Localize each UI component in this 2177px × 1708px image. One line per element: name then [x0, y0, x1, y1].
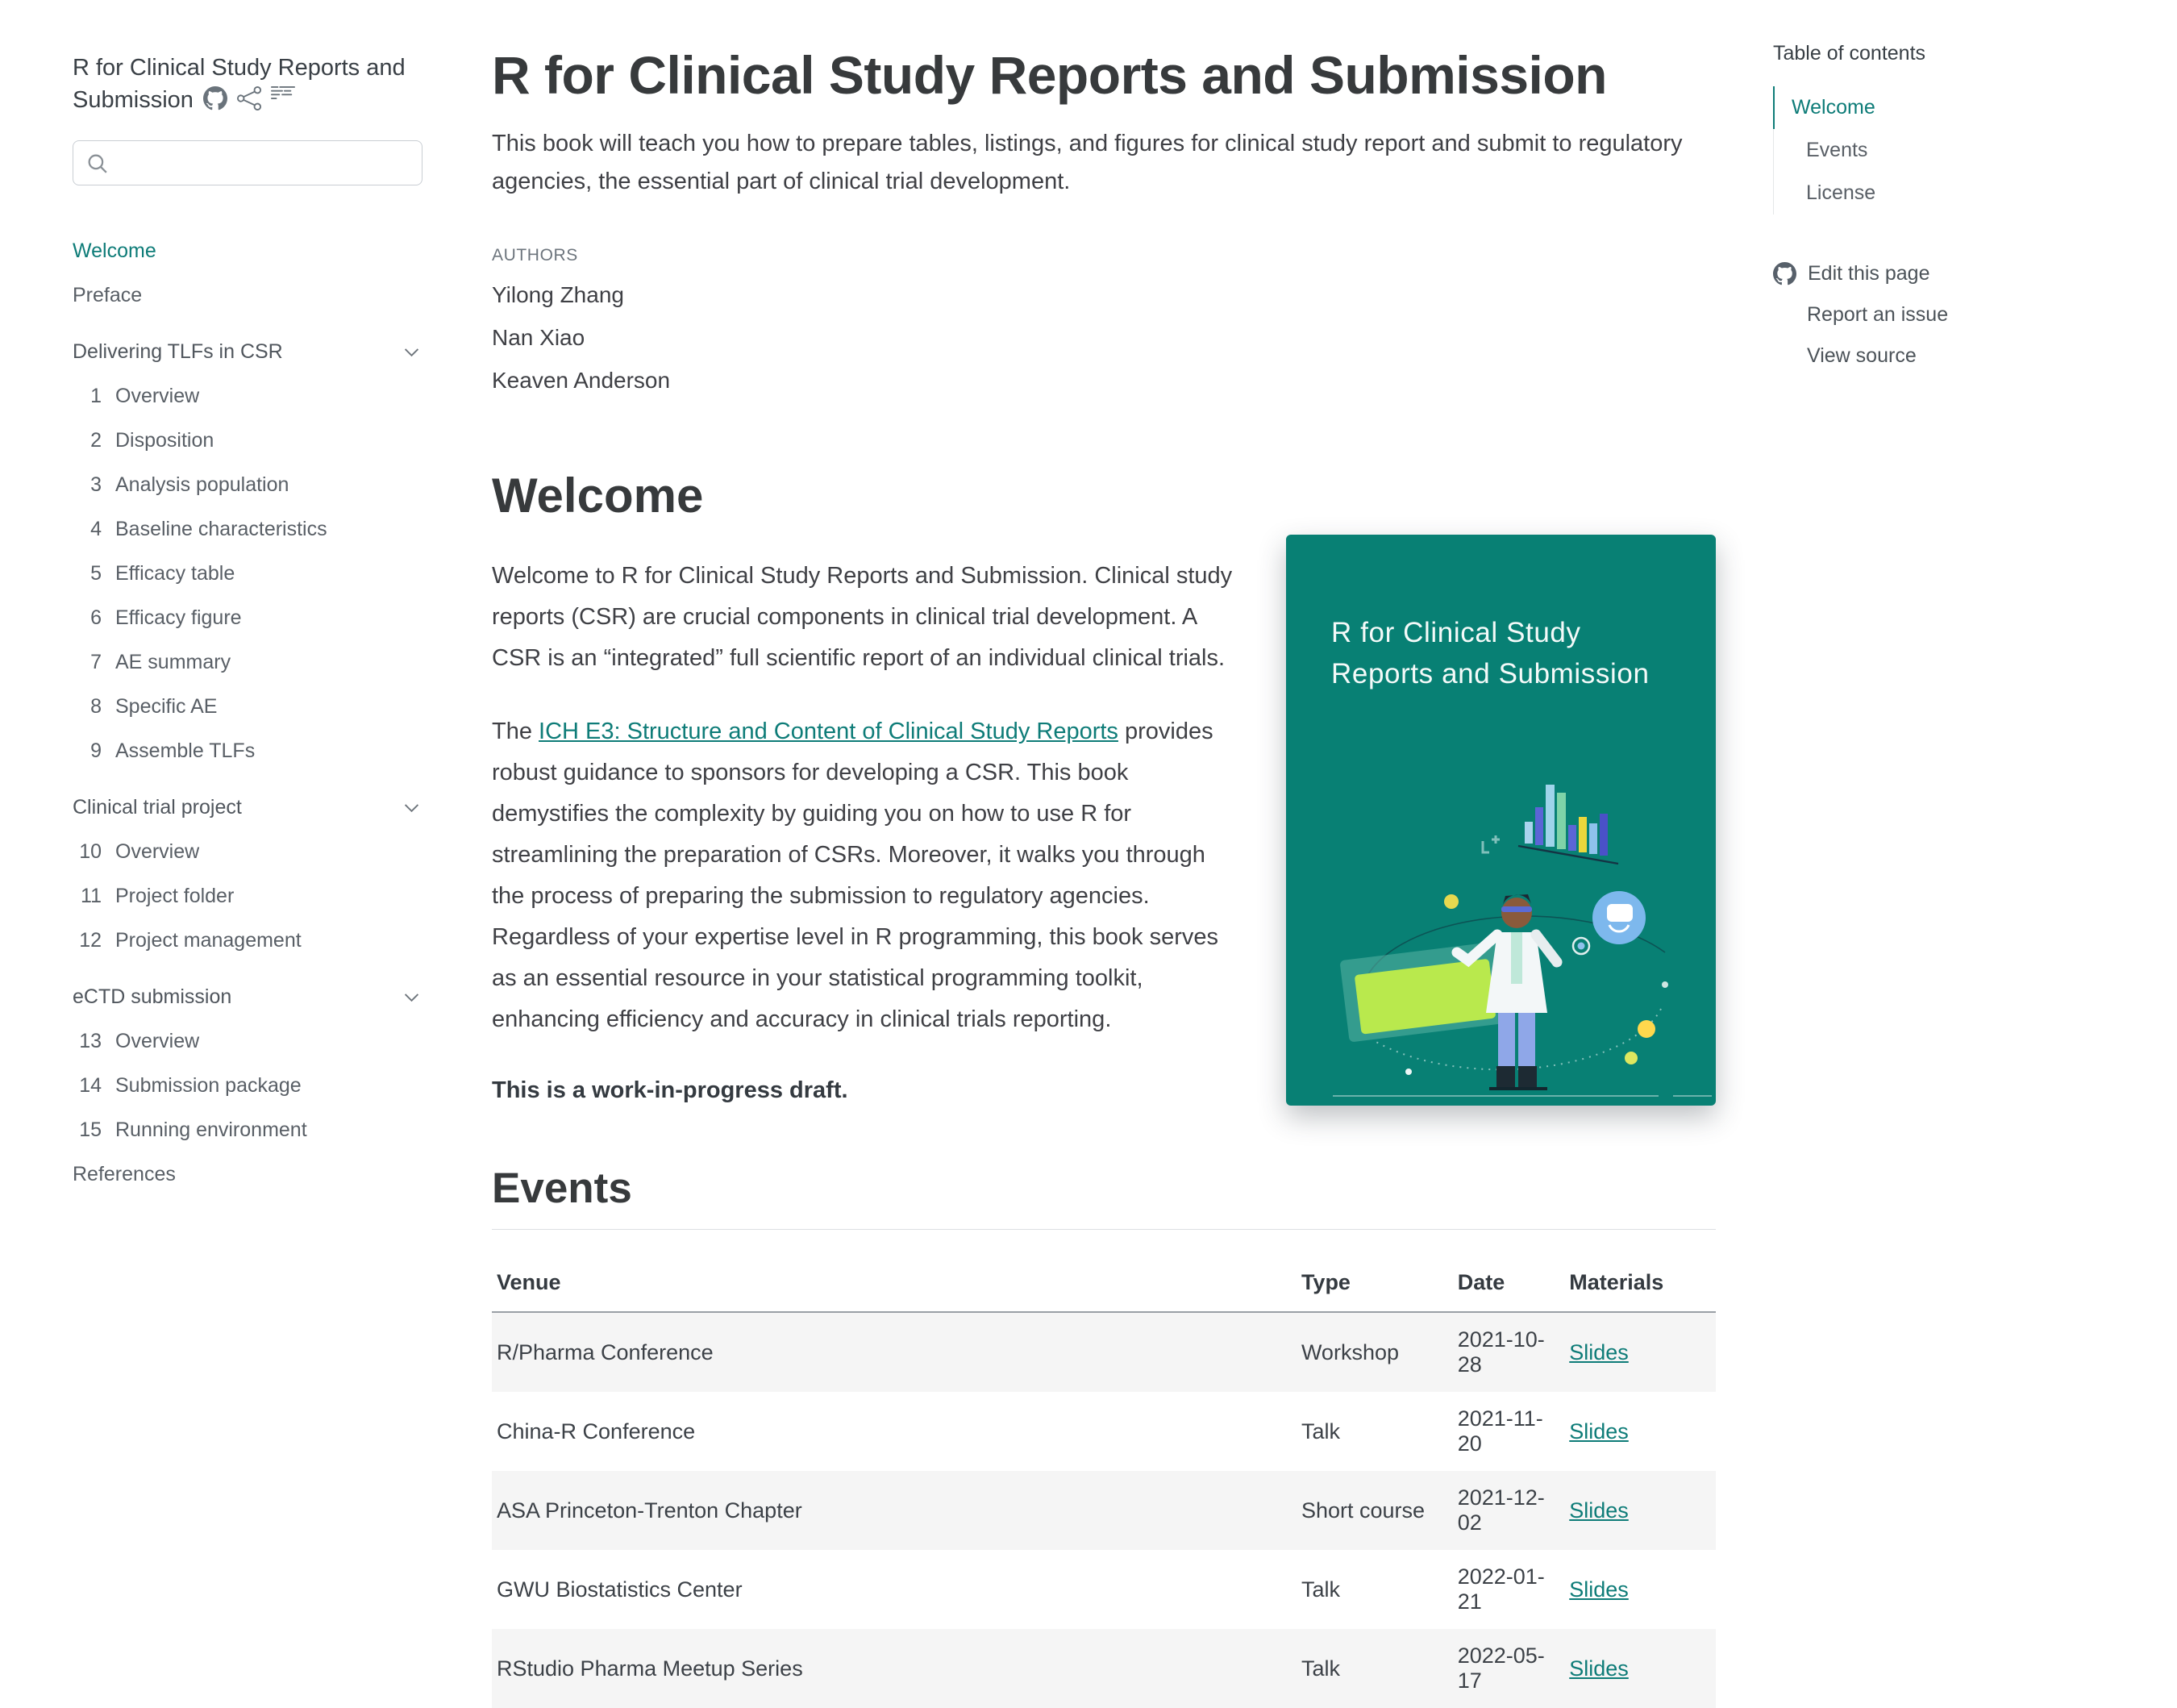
- search-icon: [86, 152, 109, 175]
- sidebar-section-clinical-trial-project[interactable]: [73, 785, 424, 830]
- chapter-number: 14: [79, 1074, 102, 1098]
- chapter-number: 5: [90, 562, 102, 585]
- column-header-venue: Venue: [492, 1257, 1297, 1312]
- toc-list: [1773, 86, 2096, 215]
- toc-sidebar: [1773, 42, 2096, 377]
- sidebar-book-title-text[interactable]: R for Clinical Study Reports and Submission: [73, 55, 406, 114]
- events-table-body: [492, 1312, 1716, 1708]
- welcome-paragraph-1: Welcome to R for Clinical Study Reports and Submission. Clinical study reports (CSR) are crucial components in clinical trial development. A CSR is an “integrated” full scientific report of an individual clinical trials.: [492, 563, 1233, 672]
- date-cell: 2021-11-20: [1457, 1406, 1543, 1456]
- github-icon: [1773, 262, 1796, 285]
- slides-link[interactable]: Slides: [1569, 1418, 1629, 1443]
- chevron-down-icon: [402, 798, 421, 817]
- draft-note: This is a work-in-progress draft.: [492, 1077, 848, 1104]
- sidebar-item-label: Efficacy table: [115, 562, 235, 585]
- sidebar-item-5-efficacy-table[interactable]: [73, 552, 424, 596]
- sidebar-section-label: eCTD submission: [73, 985, 232, 1009]
- sidebar-section-delivering-tlfs-in-csr[interactable]: [73, 330, 424, 374]
- sidebar-item-4-baseline-characteristics[interactable]: [73, 507, 424, 552]
- sidebar-item-label: Assemble TLFs: [115, 739, 256, 763]
- sidebar-item-label: Running environment: [115, 1119, 307, 1142]
- sidebar-item-1-overview[interactable]: [73, 374, 424, 419]
- welcome-paragraph-2: The ICH E3: Structure and Content of Clinical Study Reports provides robust guidance to sponsors for developing a CSR. This book demystifies the complexity by guiding you on how to use R for streamlining the preparation of CSRs. Moreover, it walks you through the process of preparing the submission to regulatory agencies. Regardless of your expertise level in R programming, this book serves as an essential resource in your statistical programming toolkit, enhancing efficiency and accuracy in clinical trials reporting.: [492, 719, 1219, 1033]
- sidebar-item-13-overview[interactable]: [73, 1019, 424, 1064]
- table-row: [492, 1629, 1716, 1708]
- sidebar-item-label: Submission package: [115, 1074, 302, 1098]
- chapter-number: 6: [90, 606, 102, 630]
- chapter-number: 8: [90, 695, 102, 719]
- cover-banner: [1339, 942, 1506, 1043]
- sidebar-item-11-project-folder[interactable]: [73, 874, 424, 919]
- share-icon[interactable]: [237, 86, 261, 119]
- toc-link-label: Edit this page: [1808, 262, 1930, 285]
- chapter-number: 3: [90, 473, 102, 497]
- github-icon[interactable]: [203, 86, 227, 119]
- sidebar-item-label: AE summary: [115, 651, 231, 674]
- sidebar-item-15-running-environment[interactable]: [73, 1108, 424, 1152]
- sidebar-item-9-assemble-tlfs[interactable]: [73, 729, 424, 773]
- venue-cell: China-R Conference: [497, 1418, 696, 1443]
- sidebar-item-welcome[interactable]: Welcome: [73, 240, 156, 263]
- toc-item-welcome[interactable]: Welcome: [1773, 86, 2096, 129]
- sidebar-item-label: Baseline characteristics: [115, 518, 327, 541]
- slides-link[interactable]: Slides: [1569, 1656, 1629, 1681]
- author-name: Keaven Anderson: [492, 368, 671, 394]
- ich-e3-link[interactable]: ICH E3: Structure and Content of Clinical Study Reports: [539, 719, 1118, 745]
- toc-link-view-source[interactable]: View source: [1807, 344, 1917, 367]
- date-cell: 2021-12-02: [1457, 1485, 1545, 1535]
- sidebar-item-label: Overview: [115, 1030, 200, 1053]
- book-cover-illustration: [1286, 751, 1716, 1106]
- sidebar-nav: [73, 229, 424, 1197]
- sidebar-item-label: Project management: [115, 929, 302, 952]
- events-table-header: [492, 1257, 1716, 1312]
- search-input[interactable]: [119, 144, 412, 181]
- chapter-number: 9: [90, 739, 102, 763]
- chapter-number: 4: [90, 518, 102, 541]
- search-box: [73, 140, 422, 185]
- sidebar: [73, 52, 424, 1197]
- sidebar-item-label: Specific AE: [115, 695, 218, 719]
- chapter-number: 13: [79, 1030, 102, 1053]
- toc-links: [1773, 253, 2096, 377]
- chapter-number: 11: [81, 885, 102, 908]
- chapter-number: 12: [79, 929, 102, 952]
- date-cell: 2022-01-21: [1457, 1564, 1545, 1614]
- slides-link[interactable]: Slides: [1569, 1577, 1629, 1602]
- book-cover-title: R for Clinical Study Reports and Submission: [1331, 617, 1650, 690]
- authors-block: [492, 246, 1716, 394]
- sidebar-section-ectd-submission[interactable]: [73, 975, 424, 1019]
- type-cell: Talk: [1301, 1656, 1340, 1681]
- sidebar-item-label: Analysis population: [115, 473, 289, 497]
- author-name: Nan Xiao: [492, 325, 585, 351]
- chevron-down-icon: [402, 343, 421, 361]
- table-row: [492, 1471, 1716, 1550]
- sidebar-item-preface[interactable]: Preface: [73, 284, 143, 307]
- sidebar-item-label: Project folder: [115, 885, 235, 908]
- table-row: [492, 1550, 1716, 1629]
- slides-link[interactable]: Slides: [1569, 1498, 1629, 1523]
- date-cell: 2021-10-28: [1457, 1327, 1545, 1377]
- materials-cell: [1564, 1550, 1716, 1629]
- sidebar-item-3-analysis-population[interactable]: [73, 463, 424, 507]
- sidebar-section-label: Clinical trial project: [73, 796, 242, 819]
- main-content: [492, 47, 1716, 1708]
- chapter-number: 2: [90, 429, 102, 452]
- type-cell: Short course: [1301, 1498, 1426, 1523]
- sidebar-item-10-overview[interactable]: [73, 830, 424, 874]
- chapter-number: 7: [90, 651, 102, 674]
- chapter-number: 15: [79, 1119, 102, 1142]
- author-name: Yilong Zhang: [492, 282, 624, 308]
- venue-cell: R/Pharma Conference: [497, 1339, 714, 1364]
- sidebar-nav-list: [73, 229, 424, 1197]
- table-row: [492, 1392, 1716, 1471]
- chapter-number: 1: [90, 385, 102, 408]
- sidebar-item-label: Efficacy figure: [115, 606, 242, 630]
- materials-cell: [1564, 1392, 1716, 1471]
- sidebar-item-2-disposition[interactable]: [73, 419, 424, 463]
- authors-label: AUTHORS: [492, 246, 578, 265]
- sidebar-item-14-submission-package[interactable]: [73, 1064, 424, 1108]
- events-table: [492, 1257, 1716, 1708]
- materials-cell: [1564, 1629, 1716, 1708]
- sidebar-item-6-efficacy-figure[interactable]: [73, 596, 424, 640]
- toc-link-edit-this-page[interactable]: [1773, 253, 2096, 294]
- venue-cell: GWU Biostatistics Center: [497, 1577, 743, 1602]
- toc-heading: Table of contents: [1773, 42, 1926, 65]
- toc-link-report-an-issue[interactable]: Report an issue: [1807, 303, 1949, 326]
- column-header-date: Date: [1453, 1257, 1565, 1312]
- chevron-down-icon: [402, 988, 421, 1006]
- sidebar-section-label: Delivering TLFs in CSR: [73, 340, 283, 364]
- events-heading: Events: [492, 1164, 1716, 1230]
- welcome-heading: Welcome: [492, 469, 704, 523]
- cover-bar-chart: [1483, 785, 1618, 864]
- venue-cell: ASA Princeton-Trenton Chapter: [497, 1498, 802, 1523]
- sidebar-item-7-ae-summary[interactable]: [73, 640, 424, 685]
- toc-item-events[interactable]: Events: [1773, 129, 2096, 172]
- sidebar-item-references[interactable]: References: [73, 1163, 176, 1186]
- chapter-number: 10: [79, 840, 102, 864]
- materials-cell: [1564, 1312, 1716, 1392]
- sidebar-item-label: Overview: [115, 840, 200, 864]
- cover-badge: [1592, 891, 1646, 944]
- book-cover: [1286, 535, 1716, 1106]
- page-subtitle: This book will teach you how to prepare tables, listings, and figures for clinical study report and submit to regulatory agencies, the essential part of clinical trial development.: [492, 131, 1683, 195]
- sidebar-item-8-specific-ae[interactable]: [73, 685, 424, 729]
- body-text-icon[interactable]: [271, 86, 295, 119]
- materials-cell: [1564, 1471, 1716, 1550]
- sidebar-item-12-project-management[interactable]: [73, 919, 424, 963]
- sidebar-book-title: [73, 52, 424, 119]
- column-header-type: Type: [1297, 1257, 1453, 1312]
- sidebar-item-label: Disposition: [115, 429, 214, 452]
- sidebar-item-label: Overview: [115, 385, 200, 408]
- type-cell: Talk: [1301, 1577, 1340, 1602]
- venue-cell: RStudio Pharma Meetup Series: [497, 1656, 803, 1681]
- page-title: R for Clinical Study Reports and Submission: [492, 45, 1607, 105]
- table-row: [492, 1312, 1716, 1392]
- type-cell: Talk: [1301, 1418, 1340, 1443]
- toc-item-license[interactable]: License: [1773, 172, 2096, 215]
- date-cell: 2022-05-17: [1457, 1643, 1545, 1693]
- column-header-materials: Materials: [1564, 1257, 1716, 1312]
- slides-link[interactable]: Slides: [1569, 1339, 1629, 1364]
- type-cell: Workshop: [1301, 1339, 1399, 1364]
